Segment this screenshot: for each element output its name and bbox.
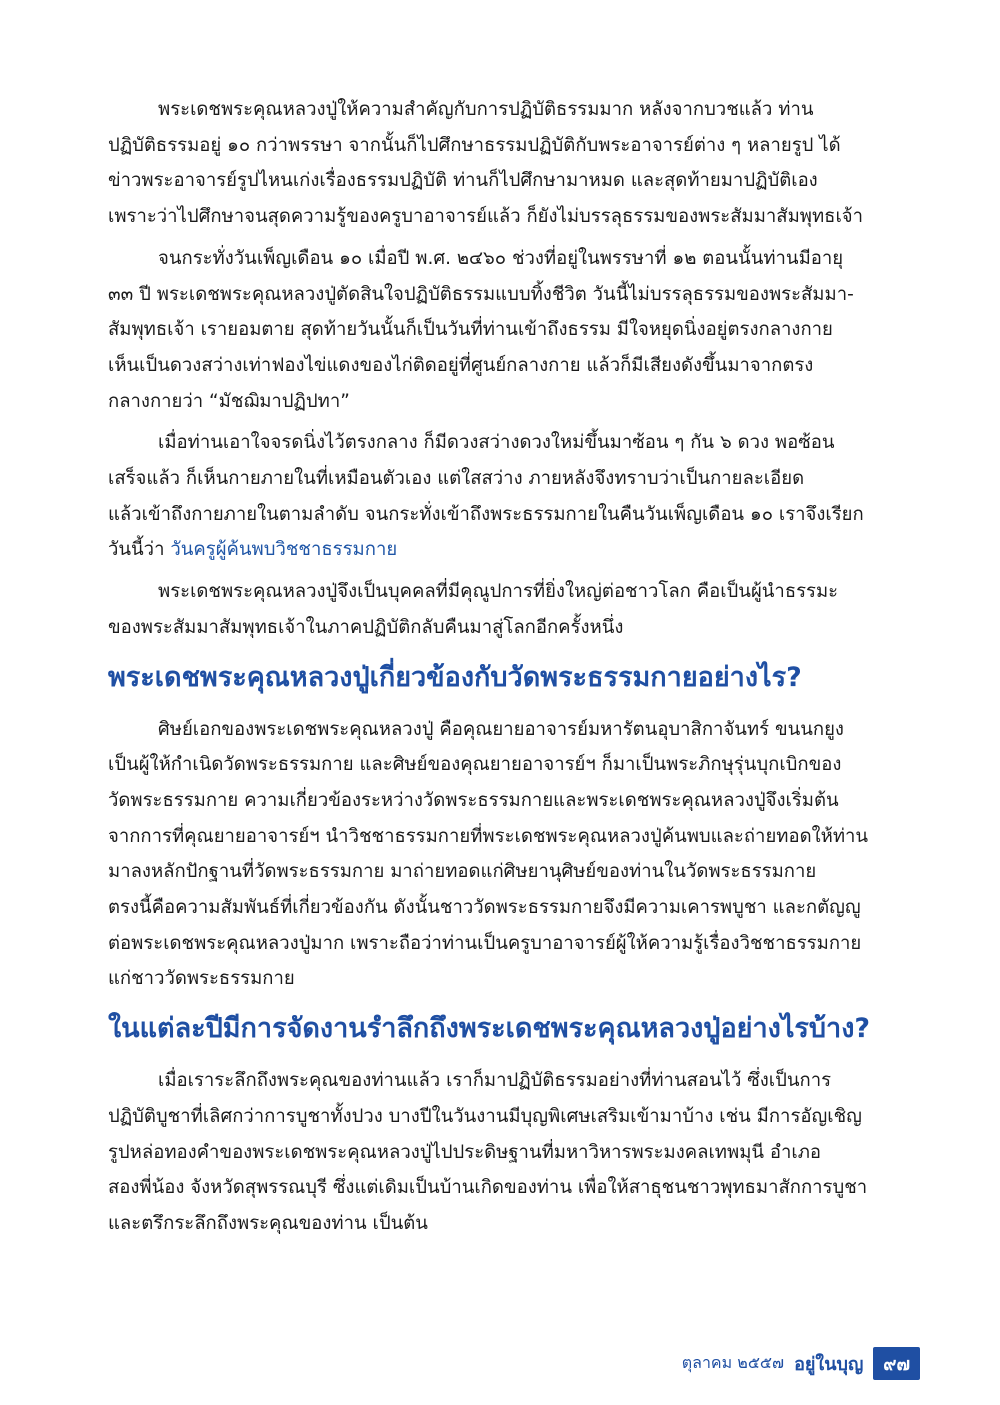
text-line: จากการที่คุณยายอาจารย์ฯ นำวิชชาธรรมกายที่พระเดชพระคุณหลวงปู่ค้นพบและถ่ายทอดให้ท่าน [108, 825, 869, 847]
text-line: ของพระสัมมาสัมพุทธเจ้าในภาคปฏิบัติกลับคืนมาสู่โลกอีกครั้งหนึ่ง [108, 616, 624, 638]
paragraph [108, 574, 920, 645]
text-line: เสร็จแล้ว ก็เห็นกายภายในที่เหมือนตัวเอง แต่ใสสว่าง ภายหลังจึงทราบว่าเป็นกายละเอียด [108, 468, 805, 490]
paragraph [108, 92, 920, 235]
paragraph [108, 712, 920, 998]
text-line: แก่ชาววัดพระธรรมกาย [108, 968, 295, 990]
issue-date: ตุลาคม ๒๕๕๗ [681, 1353, 785, 1372]
paragraph [108, 1063, 920, 1242]
text-line: มาลงหลักปักฐานที่วัดพระธรรมกาย มาถ่ายทอดแก่ศิษยานุศิษย์ของท่านในวัดพระธรรมกาย [108, 861, 817, 883]
text-line: และตรึกระลึกถึงพระคุณของท่าน เป็นต้น [108, 1212, 428, 1234]
paragraph [108, 425, 920, 568]
page-number: ๙๗ [873, 1347, 920, 1380]
text-line: ตรงนี้คือความสัมพันธ์ที่เกี่ยวข้องกัน ดังนั้นชาววัดพระธรรมกายจึงมีความเคารพบูชา และกตัญญู [108, 897, 861, 919]
teacher-day-link[interactable]: วันครูผู้ค้นพบวิชชาธรรมกาย [170, 539, 398, 561]
text-line: ปฏิบัติธรรมอยู่ ๑๐ กว่าพรรษา จากนั้นก็ไปศึกษาธรรมปฏิบัติกับพระอาจารย์ต่าง ๆ หลายรูป ได้ [108, 134, 841, 156]
text-line: เป็นผู้ให้กำเนิดวัดพระธรรมกาย และศิษย์ของคุณยายอาจารย์ฯ ก็มาเป็นพระภิกษุรุ่นบุกเบิกของ [108, 754, 842, 776]
page-footer [682, 1347, 920, 1380]
text-line: เมื่อเราระลึกถึงพระคุณของท่านแล้ว เราก็มาปฏิบัติธรรมอย่างที่ท่านสอนไว้ ซึ่งเป็นการ [158, 1070, 832, 1092]
text-line [108, 532, 920, 568]
section-heading: ในแต่ละปีมีการจัดงานรำลึกถึงพระเดชพระคุณหลวงปู่อย่างไรบ้าง? [108, 1013, 871, 1045]
text-segment: วันนี้ว่า [108, 539, 171, 561]
magazine-name: อยู่ในบุญ [794, 1354, 864, 1375]
text-line: ต่อพระเดชพระคุณหลวงปู่มาก เพราะถือว่าท่านเป็นครูบาอาจารย์ผู้ให้ความรู้เรื่องวิชชาธรรมกาย [108, 932, 862, 954]
text-line: เมื่อท่านเอาใจจรดนิ่งไว้ตรงกลาง ก็มีดวงสว่างดวงใหม่ขึ้นมาซ้อน ๆ กัน ๖ ดวง พอซ้อน [158, 432, 835, 454]
paragraph [108, 241, 920, 420]
text-line: พระเดชพระคุณหลวงปู่จึงเป็นบุคคลที่มีคุณูปการที่ยิ่งใหญ่ต่อชาวโลก คือเป็นผู้นำธรรมะ [158, 581, 839, 603]
section-heading: พระเดชพระคุณหลวงปู่เกี่ยวข้องกับวัดพระธรรมกายอย่างไร? [108, 661, 802, 693]
text-line: เห็นเป็นดวงสว่างเท่าฟองไข่แดงของไก่ติดอยู่ที่ศูนย์กลางกาย แล้วก็มีเสียงดังขึ้นมาจากตรง [108, 354, 814, 376]
text-line: กลางกายว่า “มัชฌิมาปฏิปทา” [108, 390, 350, 412]
text-line: ๓๓ ปี พระเดชพระคุณหลวงปู่ตัดสินใจปฏิบัติธรรมแบบทิ้งชีวิต วันนี้ไม่บรรลุธรรมของพระสัมมา- [108, 283, 854, 305]
text-line: ข่าวพระอาจารย์รูปไหนเก่งเรื่องธรรมปฏิบัติ ท่านก็ไปศึกษามาหมด และสุดท้ายมาปฏิบัติเอง [108, 170, 818, 192]
text-line: จนกระทั่งวันเพ็ญเดือน ๑๐ เมื่อปี พ.ศ. ๒๔๖๐ ช่วงที่อยู่ในพรรษาที่ ๑๒ ตอนนั้นท่านมีอายุ [158, 247, 844, 269]
text-line: เพราะว่าไปศึกษาจนสุดความรู้ของครูบาอาจารย์แล้ว ก็ยังไม่บรรลุธรรมของพระสัมมาสัมพุทธเจ้า [108, 206, 864, 228]
article-body [108, 92, 920, 1248]
text-line: สัมพุทธเจ้า เรายอมตาย สุดท้ายวันนั้นก็เป็นวันที่ท่านเข้าถึงธรรม มีใจหยุดนิ่งอยู่ตรงกลางกาย [108, 319, 833, 341]
text-line: ศิษย์เอกของพระเดชพระคุณหลวงปู่ คือคุณยายอาจารย์มหารัตนอุบาสิกาจันทร์ ขนนกยูง [158, 718, 844, 740]
text-line: รูปหล่อทองคำของพระเดชพระคุณหลวงปู่ไปประดิษฐานที่มหาวิหารพระมงคลเทพมุนี อำเภอ [108, 1141, 822, 1163]
text-line: แล้วเข้าถึงกายภายในตามลำดับ จนกระทั่งเข้าถึงพระธรรมกายในคืนวันเพ็ญเดือน ๑๐ เราจึงเรียก [108, 503, 864, 525]
text-line: สองพี่น้อง จังหวัดสุพรรณบุรี ซึ่งแต่เดิมเป็นบ้านเกิดของท่าน เพื่อให้สาธุชนชาวพุทธมาสักการบูชา [108, 1177, 868, 1199]
text-line: พระเดชพระคุณหลวงปู่ให้ความสำคัญกับการปฏิบัติธรรมมาก หลังจากบวชแล้ว ท่าน [158, 99, 814, 120]
text-line: ปฏิบัติบูชาที่เลิศกว่าการบูชาทั้งปวง บางปีในวันงานมีบุญพิเศษเสริมเข้ามาบ้าง เช่น มีการอัญเชิญ [108, 1105, 862, 1127]
text-line: วัดพระธรรมกาย ความเกี่ยวข้องระหว่างวัดพระธรรมกายและพระเดชพระคุณหลวงปู่จึงเริ่มต้น [108, 789, 839, 811]
